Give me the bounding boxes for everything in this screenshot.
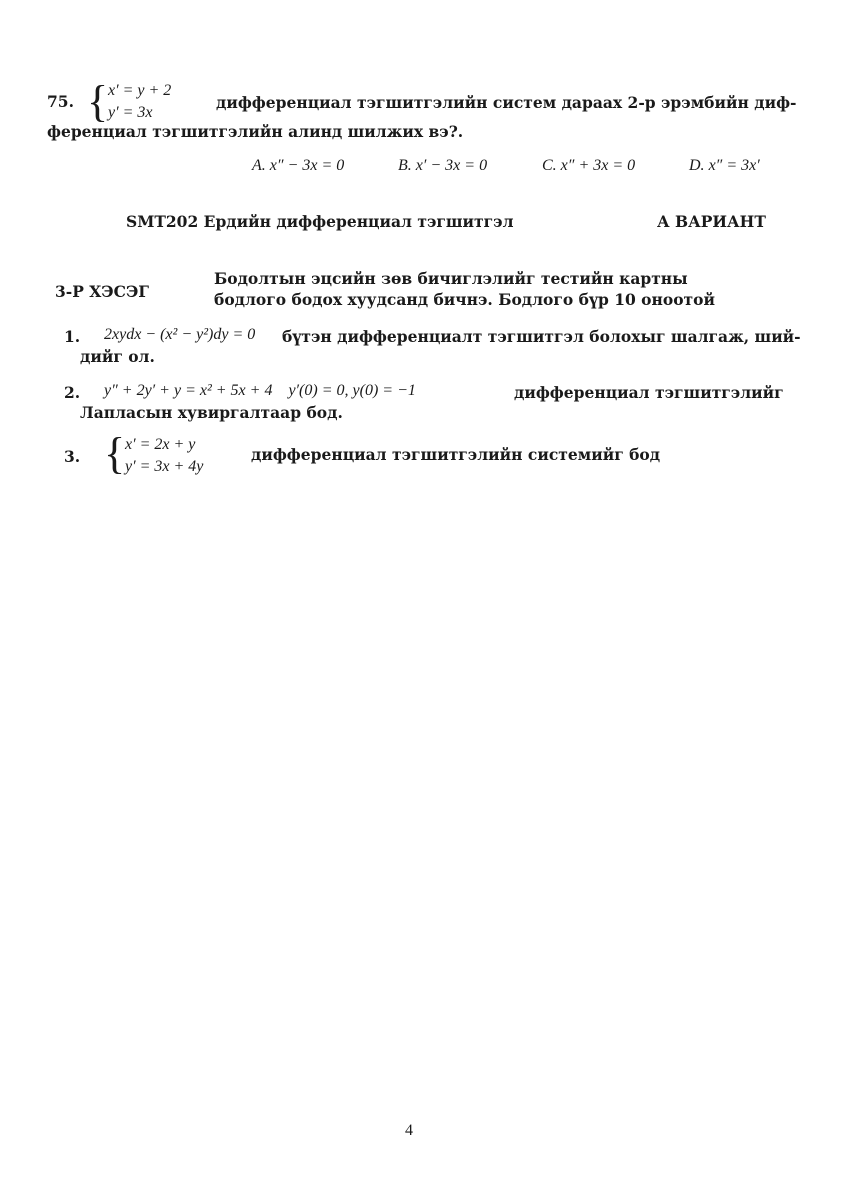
q75-option-c: C. x″ + 3x = 0 [542,157,636,174]
q75-option-b: B. x′ − 3x = 0 [398,157,488,174]
q75-system-brace: { [87,77,109,126]
problem-3-equation-1: x′ = 2x + y [125,436,196,453]
problem-2-equation: y″ + 2y′ + y = x² + 5x + 4 y′(0) = 0, y(0) = −1 [104,382,416,399]
section-title: 3-Р ХЭСЭГ [55,282,149,301]
section-instruction-line2: бодлого бодох хуудсанд бичнэ. Бодлого бүр 10 оноотой [214,290,715,309]
problem-1-number: 1. [64,327,81,346]
problem-2-text-line2: Лапласын хувиргалтаар бод. [80,403,343,422]
q75-text-line1: дифференциал тэгшитгэлийн систем дараах 2-р эрэмбийн диф- [216,93,797,112]
q75-equation-1: x′ = y + 2 [108,82,172,99]
problem-3-equation-2: y′ = 3x + 4y [125,458,204,475]
course-title: SMT202 Ердийн дифференциал тэгшитгэл [126,212,514,231]
variant-label: А ВАРИАНТ [657,212,766,231]
problem-1-equation: 2xydx − (x² − y²)dy = 0 [104,326,256,343]
problem-3-text: дифференциал тэгшитгэлийн системийг бод [251,445,661,464]
page-number: 4 [405,1122,413,1139]
q75-option-d: D. x″ = 3x′ [689,157,760,174]
section-instruction-line1: Бодолтын эцсийн зөв бичиглэлийг тестийн картны [214,269,688,288]
problem-2-number: 2. [64,383,81,402]
q75-number: 75. [47,92,74,111]
problem-2-text-line1: дифференциал тэгшитгэлийг [514,383,784,402]
q75-option-a: A. x″ − 3x = 0 [252,157,345,174]
q75-equation-2: y′ = 3x [108,104,153,121]
problem-3-system-brace: { [104,429,126,478]
problem-1-text-line1: бүтэн дифференциалт тэгшитгэл болохыг шалгаж, ший- [282,327,801,346]
problem-3-number: 3. [64,447,81,466]
problem-1-text-line2: дийг ол. [80,347,155,366]
q75-text-line2: ференциал тэгшитгэлийн алинд шилжих вэ?. [47,122,464,141]
